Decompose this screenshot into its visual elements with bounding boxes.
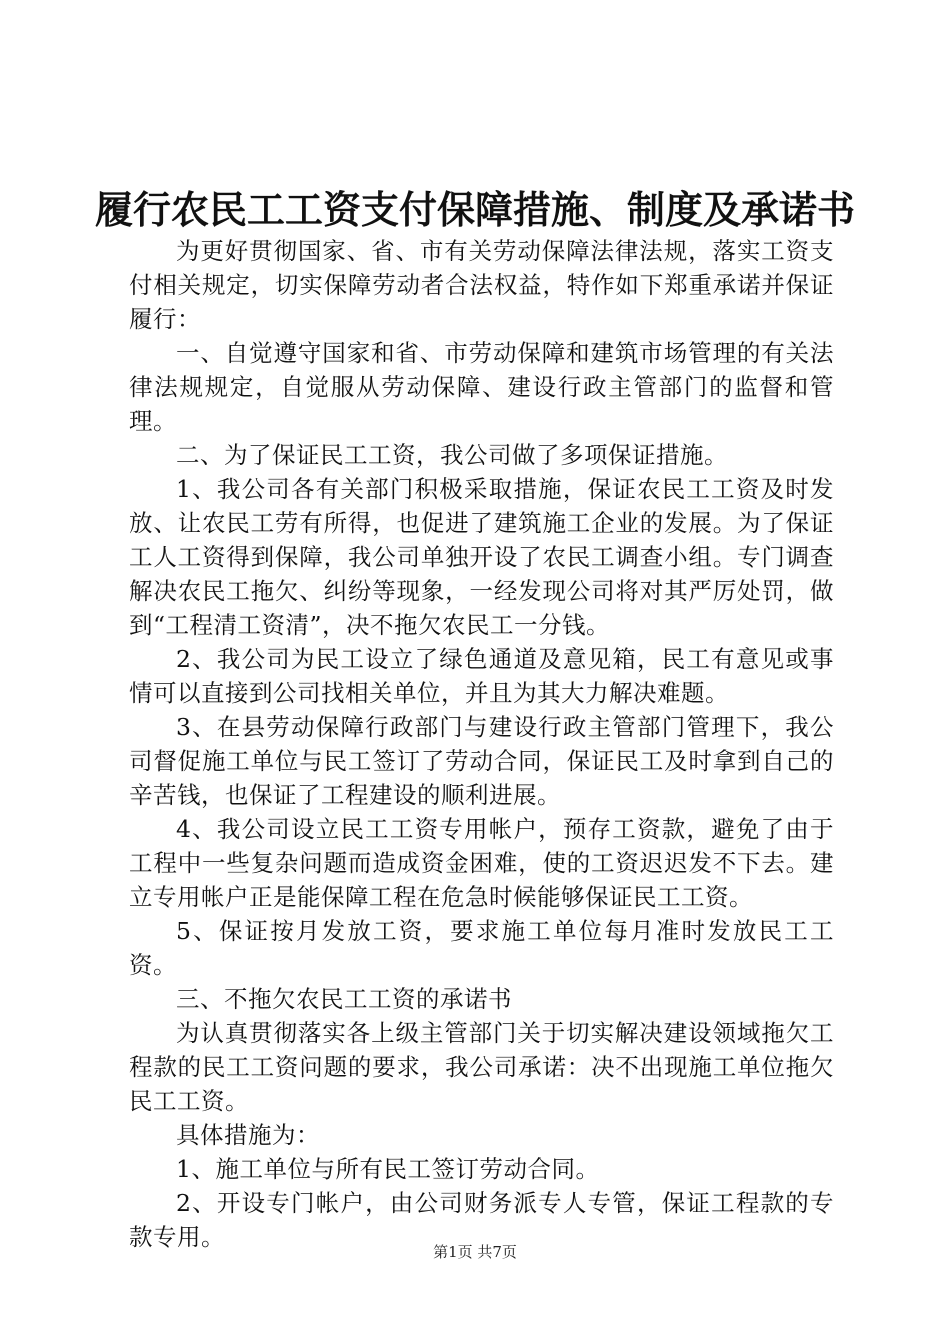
document-title: 履行农民工工资支付保障措施、制度及承诺书 [94, 188, 855, 232]
section-three-heading: 三、不拖欠农民工工资的承诺书 [176, 985, 512, 1013]
measure-3-paragraph: 3、在县劳动保障行政部门与建设行政主管部门管理下，我公司督促施工单位与民工签订了劳动合同，保证民工及时拿到自己的辛苦钱，也保证了工程建设的顺利进展。 [129, 713, 834, 809]
intro-paragraph: 为更好贯彻国家、省、市有关劳动保障法律法规，落实工资支付相关规定，切实保障劳动者合法权益，特作如下郑重承诺并保证履行： [129, 237, 834, 333]
section-one-paragraph: 一、自觉遵守国家和省、市劳动保障和建筑市场管理的有关法律法规规定，自觉服从劳动保障、建设行政主管部门的监督和管理。 [129, 339, 834, 435]
measure-1-paragraph: 1、我公司各有关部门积极采取措施，保证农民工工资及时发放、让农民工劳有所得，也促进了建筑施工企业的发展。为了保证工人工资得到保障，我公司单独开设了农民工调查小组。专门调查解决农民工拖欠、纠纷等现象，一经发现公司将对其严厉处罚，做到“工程清工资清”，决不拖欠农民工一分钱。 [129, 475, 834, 639]
document-body [129, 234, 834, 1254]
measure-5-paragraph: 5、保证按月发放工资，要求施工单位每月准时发放民工工资。 [129, 917, 834, 979]
section-two-heading: 二、为了保证民工工资，我公司做了多项保证措施。 [176, 441, 728, 469]
specific-measure-2: 2、开设专门帐户，由公司财务派专人专管，保证工程款的专款专用。 [129, 1189, 834, 1251]
commitment-paragraph: 为认真贯彻落实各上级主管部门关于切实解决建设领域拖欠工程款的民工工资问题的要求，我公司承诺：决不出现施工单位拖欠民工工资。 [129, 1019, 834, 1115]
page-footer: 第1页 共7页 [433, 1243, 517, 1261]
measure-2-paragraph: 2、我公司为民工设立了绿色通道及意见箱，民工有意见或事情可以直接到公司找相关单位，并且为其大力解决难题。 [129, 645, 834, 707]
specific-measures-heading: 具体措施为： [176, 1121, 320, 1149]
specific-measure-1: 1、施工单位与所有民工签订劳动合同。 [176, 1155, 600, 1183]
measure-4-paragraph: 4、我公司设立民工工资专用帐户，预存工资款，避免了由于工程中一些复杂问题而造成资金困难，使的工资迟迟发不下去。建立专用帐户正是能保障工程在危急时候能够保证民工工资。 [129, 815, 834, 911]
